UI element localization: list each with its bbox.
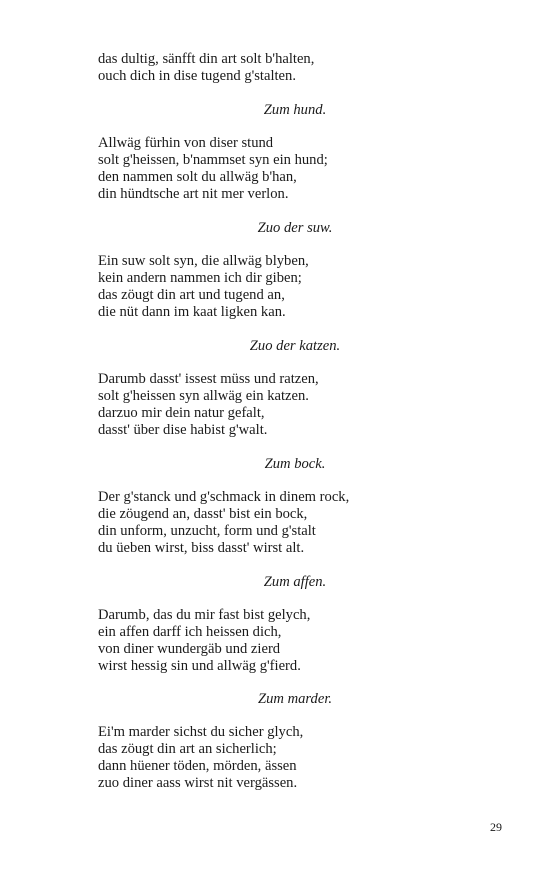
verse-line: das zöugt din art an sicherlich; [98, 741, 277, 757]
verse-line: das zöugt din art und tugend an, [98, 287, 285, 303]
verse-line: ouch dich in dise tugend g'stalten. [98, 68, 296, 84]
verse-line: von diner wundergäb und zierd [98, 641, 281, 657]
verse-line: den nammen solt du allwäg b'han, [98, 169, 297, 185]
verse-line: die zöugend an, dasst' bist ein bock, [98, 506, 308, 522]
verse-line: darzuo mir dein natur gefalt, [98, 405, 265, 421]
section-heading: Zum affen. [263, 574, 327, 590]
verse-line: Darumb dasst' issest müss und ratzen, [98, 371, 319, 387]
verse-line: din unform, unzucht, form und g'stalt [98, 523, 316, 539]
verse-line: solt g'heissen syn allwäg ein katzen. [98, 388, 309, 404]
verse-line: solt g'heissen, b'nammset syn ein hund; [98, 152, 328, 168]
verse-line: die nüt dann im kaat ligken kan. [98, 304, 286, 320]
section-heading: Zum hund. [263, 102, 327, 118]
verse-line: Ein suw solt syn, die allwäg blyben, [98, 253, 309, 269]
verse-line: ein affen darff ich heissen dich, [98, 624, 282, 640]
verse-line: das dultig, sänfft din art solt b'halten, [98, 51, 315, 67]
verse-line: zuo diner aass wirst nit vergässen. [98, 775, 298, 791]
verse-line: dann hüener töden, mörden, ässen [98, 758, 297, 774]
verse-line: Der g'stanck und g'schmack in dinem rock, [98, 489, 350, 505]
verse-line: din hündtsche art nit mer verlon. [98, 186, 289, 202]
verse-line: Allwäg fürhin von diser stund [98, 135, 274, 151]
section-heading: Zuo der katzen. [249, 338, 341, 354]
section-heading: Zum marder. [257, 691, 333, 707]
page-number: 29 [490, 820, 502, 834]
section-heading: Zuo der suw. [257, 220, 333, 236]
section-heading: Zum bock. [264, 456, 326, 472]
verse-line: du üeben wirst, biss dasst' wirst alt. [98, 540, 305, 556]
verse-line: Darumb, das du mir fast bist gelych, [98, 607, 311, 623]
verse-line: kein andern nammen ich dir giben; [98, 270, 302, 286]
verse-line: Ei'm marder sichst du sicher glych, [98, 724, 304, 740]
verse-line: wirst hessig sin und allwäg g'fierd. [98, 658, 301, 674]
verse-line: dasst' über dise habist g'walt. [98, 422, 268, 438]
